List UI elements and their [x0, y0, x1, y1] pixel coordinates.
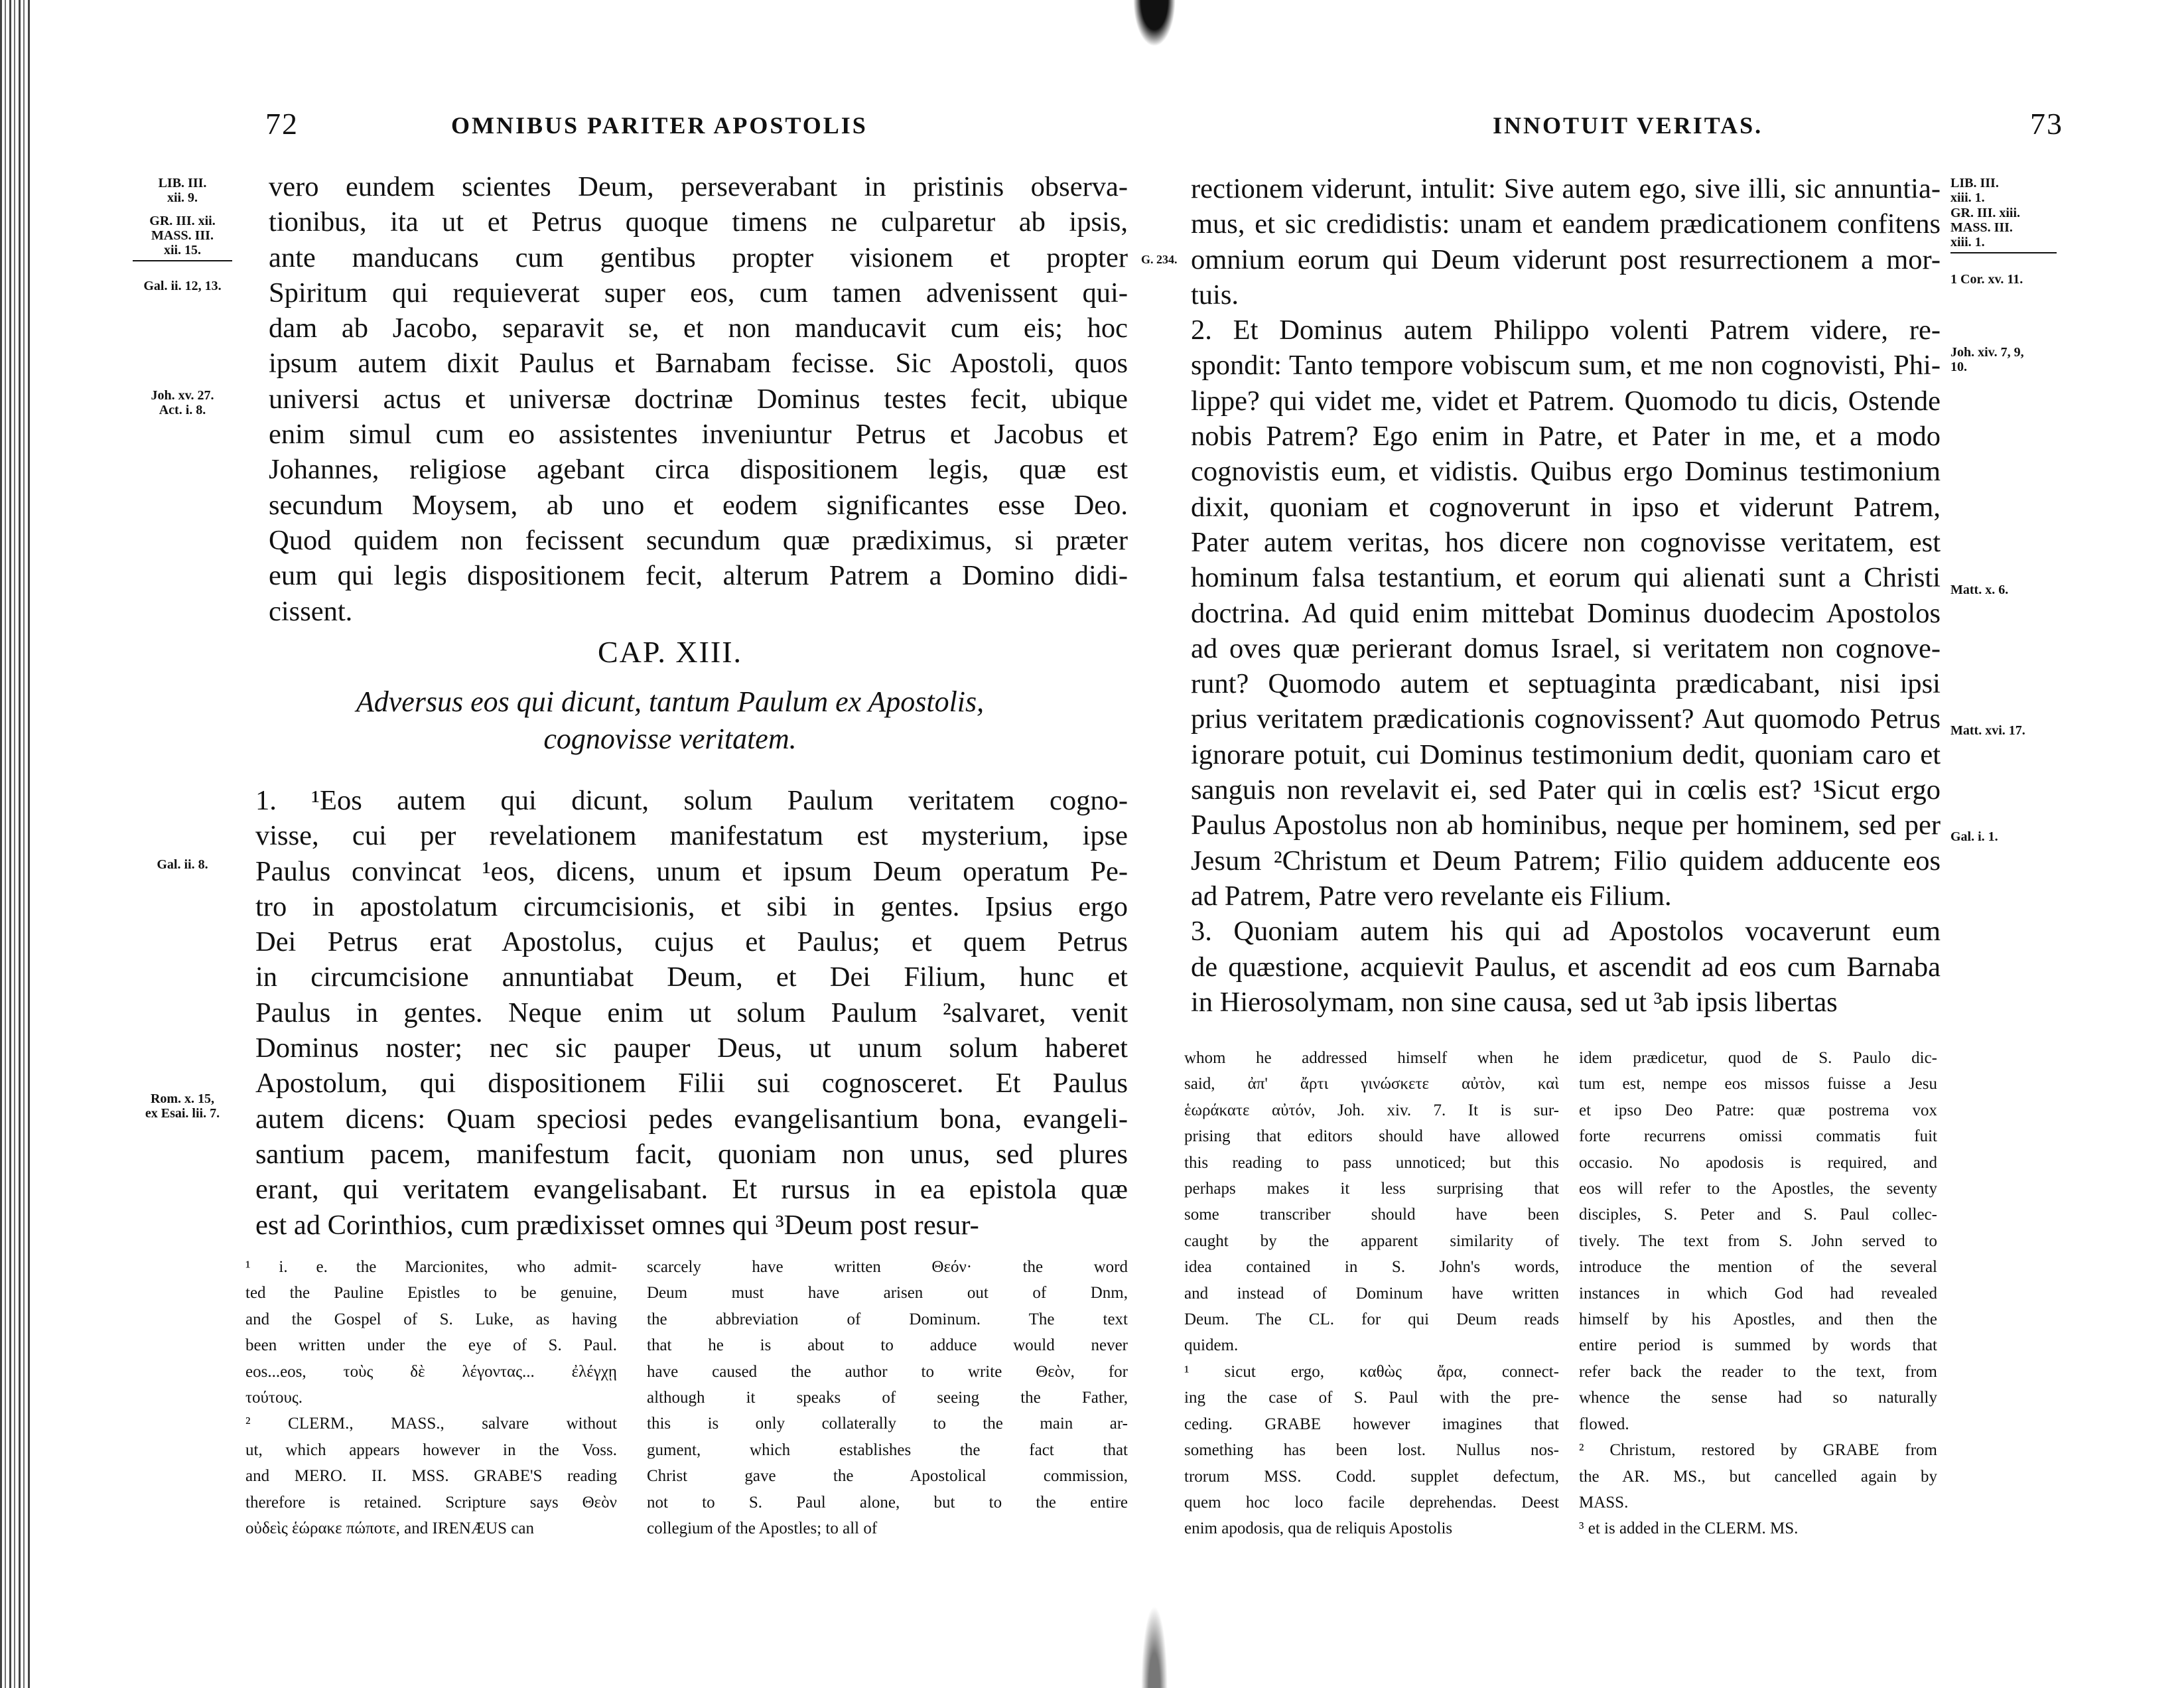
footnote-line: perhaps makes it less surprising that: [1184, 1180, 1559, 1198]
chapter-line: visse, cui per revelationem manifestatum est mysterium, ipse: [255, 820, 1128, 852]
body-line: vero eundem scientes Deum, perseverabant in pristinis observa-: [269, 171, 1128, 202]
footnote-line: οὐδεὶς ἑώρακε πώποτε, and IRENÆUS can: [245, 1519, 534, 1538]
body-line: spondit: Tanto tempore vobiscum sum, et me non cognovisti, Phi-: [1191, 350, 1941, 382]
margin-reference: GR. III. xii. MASS. III. xii. 15.: [133, 214, 232, 261]
footnote-line: tum est, nempe eos missos fuisse a Jesu: [1579, 1075, 1937, 1093]
margin-reference: Gal. ii. 8.: [157, 857, 208, 872]
body-line: Pater autem veritas, hos dicere non cognovisse veritatem, est: [1191, 526, 1941, 558]
body-line: 3. Quoniam autem his qui ad Apostolos vocaverunt eum: [1191, 916, 1941, 948]
left-body-text: [269, 169, 1128, 629]
body-line: sanguis non revelavit ei, sed Pater qui in cœlis est? ¹Sicut ergo: [1191, 774, 1941, 806]
footnote-line: and MERO. II. MSS. GRABE'S reading: [245, 1467, 617, 1486]
footnote-line: flowed.: [1579, 1415, 1629, 1433]
body-line: Spiritum qui requieverat super eos, cum tamen advenissent qui-: [269, 277, 1128, 309]
footnote-line: not to S. Paul alone, but to the entire: [647, 1493, 1128, 1512]
body-line: Quod quidem non fecissent secundum quæ prædiximus, si præter: [269, 524, 1128, 556]
gutter-shadow-bottom: [1141, 1606, 1168, 1688]
body-line: universi actus et universæ doctrinæ Dominus testes fecit, ubique: [269, 383, 1128, 415]
footnote-line: whence the sense had so naturally: [1579, 1389, 1937, 1407]
body-line: 2. Et Dominus autem Philippo volenti Patrem videre, re-: [1191, 315, 1941, 346]
margin-reference: Gal. ii. 12, 13.: [143, 279, 222, 293]
footnote-line: forte recurrens omissi commatis fuit: [1579, 1127, 1937, 1146]
footnote-line: enim apodosis, qua de reliquis Apostolis: [1184, 1519, 1453, 1538]
chapter-line: tro in apostolatum circumcisionis, et sibi in gentes. Ipsius ergo: [255, 890, 1128, 922]
body-line: lippe? qui videt me, videt et Patrem. Quomodo tu dicis, Ostende: [1191, 385, 1941, 417]
footnote-line: something has been lost. Nullus nos-: [1184, 1441, 1559, 1460]
body-line: tuis.: [1191, 279, 1239, 311]
footnote-line: MASS.: [1579, 1493, 1629, 1512]
footnote-line: entire period is summed by words that: [1579, 1336, 1937, 1355]
chapter-line: Apostolum, qui dispositionem Filii sui cognosceret. Et Paulus: [255, 1068, 1128, 1099]
chapter-line: Paulus convincat ¹eos, dicens, unum et ipsum Deum operatum Pe-: [255, 855, 1128, 887]
margin-reference: Gal. i. 1.: [1950, 829, 1998, 844]
footnote-line: the AR. MS., but cancelled again by: [1579, 1467, 1937, 1486]
chapter-subtitle-line: Adversus eos qui dicunt, tantum Paulum ex Apostolis,: [356, 685, 985, 718]
body-line: ignorare potuit, cui Dominus testimonium dedit, quoniam caro et: [1191, 738, 1941, 770]
footnote-line: ceding. GRABE however imagines that: [1184, 1415, 1559, 1433]
body-line: dixit, quoniam et cognoverunt in ipso et viderunt Patrem,: [1191, 491, 1941, 523]
body-line: ad Patrem, Patre vero revelante eis Filium.: [1191, 880, 1672, 912]
chapter-line: autem dicens: Quam speciosi pedes evangelisantium bona, evangeli-: [255, 1103, 1128, 1135]
chapter-line: santium pacem, manifestum facit, quoniam non unus, sed plures: [255, 1138, 1128, 1170]
body-line: hominum falsa testantium, et eorum qui alienati sunt a Christi: [1191, 562, 1941, 594]
body-line: mus, et sic credidistis: unam et eandem prædicationem confitens: [1191, 208, 1941, 240]
footnote-line: some transcriber should have been: [1184, 1206, 1559, 1224]
footnote-line: himself by his Apostles, and then the: [1579, 1310, 1937, 1329]
footnote-line: introduce the mention of the several: [1579, 1258, 1937, 1277]
body-line: doctrina. Ad quid enim mittebat Dominus duodecim Apostolos: [1191, 597, 1941, 629]
footnote-column-1: [245, 1254, 617, 1541]
footnote-line: ted the Pauline Epistles to be genuine,: [245, 1284, 617, 1302]
footnote-line: this is only collaterally to the main ar-: [647, 1415, 1128, 1433]
footnote-line: said, ἀπ' ἄρτι γινώσκετε αὐτὸν, καὶ: [1184, 1075, 1559, 1093]
footnote-line: Deum. The CL. for qui Deum reads: [1184, 1310, 1559, 1329]
margin-reference: LIB. III. xiii. 1.: [1950, 176, 1999, 205]
footnote-line: ³ et is added in the CLERM. MS.: [1579, 1519, 1799, 1538]
footnote-line: trorum MSS. Codd. supplet defectum,: [1184, 1467, 1559, 1486]
chapter-line: Paulus in gentes. Neque enim ut solum Paulum ²salvaret, venit: [255, 997, 1128, 1028]
footnote-column-2: [647, 1254, 1128, 1541]
footnote-line: eos...eos, τοὺς δὲ λέγοντας... ἐλέγχῃ: [245, 1362, 617, 1381]
gutter-shadow-top: [1133, 0, 1176, 46]
page-number: 72: [265, 107, 299, 141]
body-line: dam ab Jacobo, separavit se, et non manducavit cum eis; hoc: [269, 313, 1128, 344]
body-line: ipsum autem dixit Paulus et Barnabam fecisse. Sic Apostoli, quos: [269, 348, 1128, 380]
footnote-line: prising that editors should have allowed: [1184, 1127, 1559, 1146]
footnote-line: ing the case of S. Paul with the pre-: [1184, 1389, 1559, 1407]
margin-reference: GR. III. xiii. MASS. III. xiii. 1.: [1950, 206, 2057, 253]
footnote-line: idem prædicetur, quod de S. Paulo dic-: [1579, 1049, 1937, 1067]
margin-reference: Joh. xiv. 7, 9, 10.: [1950, 345, 2024, 374]
chapter-line: erant, qui veritatem evangelisabant. Et rursus in ea epistola quæ: [255, 1174, 1128, 1206]
book-binding-edge: [0, 0, 32, 1688]
margin-reference: Matt. xvi. 17.: [1950, 723, 2025, 738]
footnote-line: therefore is retained. Scripture says Θεὸν: [245, 1493, 617, 1512]
footnote-line: ² Christum, restored by GRABE from: [1579, 1441, 1937, 1460]
footnote-line: caught by the apparent similarity of: [1184, 1231, 1559, 1250]
footnote-line: τούτους.: [245, 1389, 303, 1407]
footnote-line: refer back the reader to the text, from: [1579, 1362, 1937, 1381]
footnote-line: collegium of the Apostles; to all of: [647, 1519, 878, 1538]
footnote-line: occasio. No apodosis is required, and: [1579, 1153, 1937, 1172]
footnote-line: Deum must have arisen out of Dnm,: [647, 1284, 1128, 1302]
body-line: rectionem viderunt, intulit: Sive autem ego, sive illi, sic annuntia-: [1191, 173, 1941, 204]
footnote-line: ¹ sicut ergo, καθὼς ἄρα, connect-: [1184, 1362, 1559, 1381]
margin-reference: Matt. x. 6.: [1950, 583, 2009, 597]
footnote-line: Christ gave the Apostolical commission,: [647, 1467, 1128, 1486]
chapter-line: est ad Corinthios, cum prædixisset omnes qui ³Deum post resur-: [255, 1209, 979, 1241]
footnote-line: eos will refer to the Apostles, the seventy: [1579, 1180, 1937, 1198]
footnote-line: ² CLERM., MASS., salvare without: [245, 1415, 617, 1433]
footnote-line: quem hoc loco facile deprehendas. Deest: [1184, 1493, 1559, 1512]
footnote-column-2: [1579, 1045, 1937, 1542]
left-running-head: [106, 100, 1128, 139]
chapter-line: 1. ¹Eos autem qui dicunt, solum Paulum veritatem cogno-: [255, 785, 1128, 816]
body-line: Paulus Apostolus non ab hominibus, neque per hominem, sed per: [1191, 809, 1941, 841]
right-body-text: [1191, 171, 1941, 1020]
footnote-line: idea contained in S. John's words,: [1184, 1258, 1559, 1277]
margin-reference: 1 Cor. xv. 11.: [1950, 272, 2023, 287]
body-line: ad oves quæ perierant domus Israel, si veritatem non cognove-: [1191, 632, 1941, 664]
chapter-subtitle: [239, 683, 1101, 758]
footnote-line: gument, which establishes the fact that: [647, 1441, 1128, 1459]
footnote-line: whom he addressed himself when he: [1184, 1049, 1559, 1067]
footnote-column-1: [1184, 1045, 1559, 1542]
footnote-line: instances in which God had revealed: [1579, 1284, 1937, 1302]
footnote-line: et ipso Deo Patre: quæ postrema vox: [1579, 1101, 1937, 1119]
body-line: nobis Patrem? Ego enim in Patre, et Pater in me, et a modo: [1191, 421, 1941, 453]
body-line: Johannes, religiose agebant circa dispositionem legis, quæ est: [269, 454, 1128, 486]
body-line: enim simul cum eo assistentes inveniuntur Petrus et Jacobus et: [269, 419, 1128, 451]
body-line: secundum Moysem, ab uno et eodem significantes esse Deo.: [269, 489, 1128, 521]
chapter-subtitle-line: cognovisse veritatem.: [543, 723, 797, 755]
body-line: de quæstione, acquievit Paulus, et ascendit ad eos cum Barnaba: [1191, 951, 1941, 983]
footnote-line: have caused the author to write Θεὸν, for: [647, 1362, 1128, 1381]
body-line: runt? Quomodo autem et septuaginta prædicabant, nisi ipsi: [1191, 668, 1941, 700]
margin-reference: Joh. xv. 27. Act. i. 8.: [151, 388, 214, 417]
margin-note-left: G. 234.: [1141, 253, 1178, 266]
footnote-line: although it speaks of seeing the Father,: [647, 1389, 1128, 1407]
footnote-line: this reading to pass unnoticed; but this: [1184, 1153, 1559, 1172]
footnote-line: and the Gospel of S. Luke, as having: [245, 1310, 617, 1328]
body-line: cognovistis eum, et vidistis. Quibus ergo Dominus testimonium: [1191, 456, 1941, 488]
chapter-line: in circumcisione annuntiabat Deum, et Dei Filium, hunc et: [255, 961, 1128, 993]
footnote-line: the abbreviation of Dominum. The text: [647, 1310, 1128, 1328]
chapter-line: Dei Petrus erat Apostolus, cujus et Paulus; et quem Petrus: [255, 926, 1128, 958]
right-running-head: [1174, 100, 2116, 139]
margin-reference: LIB. III. xii. 9.: [158, 176, 207, 205]
body-line: tionibus, ita ut et Petrus quoque timens ne culparetur ab ipsis,: [269, 206, 1128, 238]
margin-reference: Rom. x. 15, ex Esai. lii. 7.: [145, 1091, 220, 1121]
footnote-line: that he is about to adduce would never: [647, 1336, 1128, 1355]
running-title: INNOTUIT VERITAS.: [1493, 112, 1763, 139]
footnote-line: and instead of Dominum have written: [1184, 1284, 1559, 1302]
chapter-line: Dominus noster; nec sic pauper Deus, ut unum solum haberet: [255, 1032, 1128, 1064]
page-number: 73: [2030, 107, 2063, 141]
footnote-line: ἑωράκατε αὐτόν, Joh. xiv. 7. It is sur-: [1184, 1101, 1559, 1119]
footnote-line: disciples, S. Peter and S. Paul collec-: [1579, 1206, 1937, 1224]
chapter-heading: CAP. XIII.: [597, 635, 743, 669]
body-line: ante manducans cum gentibus propter visionem et propter: [269, 242, 1128, 273]
footnote-line: been written under the eye of S. Paul.: [245, 1336, 617, 1355]
body-line: cissent.: [269, 595, 353, 627]
footnote-line: ¹ i. e. the Marcionites, who admit-: [245, 1258, 617, 1276]
footnote-line: tively. The text from S. John served to: [1579, 1231, 1937, 1250]
running-title: OMNIBUS PARITER APOSTOLIS: [451, 112, 868, 139]
footnote-line: quidem.: [1184, 1336, 1239, 1355]
body-line: in Hierosolymam, non sine causa, sed ut ³ab ipsis libertas: [1191, 986, 1838, 1018]
body-line: eum qui legis dispositionem fecit, alterum Patrem a Domino didi-: [269, 560, 1128, 592]
chapter-body-text: [255, 783, 1128, 1243]
body-line: omnium eorum qui Deum viderunt post resurrectionem a mor-: [1191, 244, 1941, 275]
footnote-line: scarcely have written Θεόν· the word: [647, 1258, 1128, 1276]
body-line: prius veritatem prædicationis cognovissent? Aut quomodo Petrus: [1191, 703, 1941, 735]
body-line: Jesum ²Christum et Deum Patrem; Filio quidem adducente eos: [1191, 845, 1941, 877]
footnote-line: ut, which appears however in the Voss.: [245, 1441, 617, 1459]
